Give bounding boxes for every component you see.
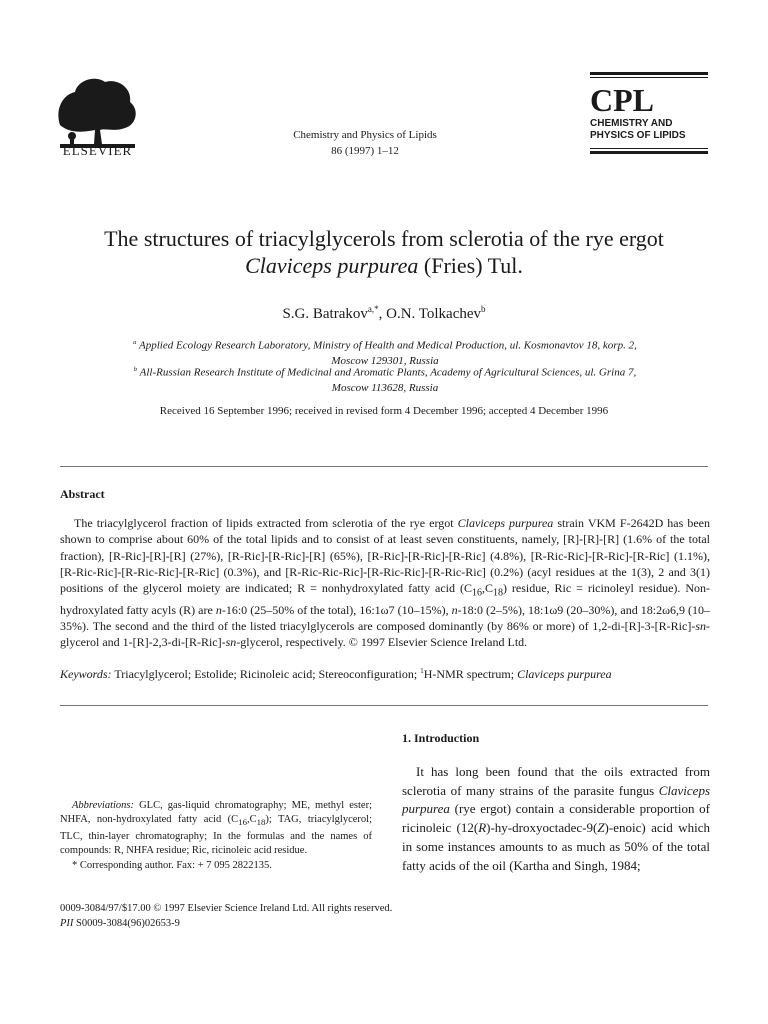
divider-top bbox=[60, 466, 708, 467]
title-line2 bbox=[40, 252, 728, 279]
journal-issue: 86 (1997) 1–12 bbox=[331, 145, 399, 157]
affiliation-b-line2: Moscow 113628, Russia bbox=[331, 381, 439, 394]
affiliation-a-sup: a bbox=[133, 339, 137, 346]
publisher-name: ELSEVIER bbox=[62, 143, 133, 158]
abstract-text bbox=[60, 515, 710, 651]
author-1: S.G. Batrakov bbox=[282, 306, 368, 322]
subscript: 18 bbox=[492, 587, 503, 599]
intro-part: It has long been found that the oils extracted from sclerotia of many strains of the parasite fungus bbox=[402, 764, 710, 798]
affiliation-b-line1 bbox=[70, 362, 700, 381]
abbrev-part: ,C bbox=[246, 814, 257, 826]
cpl-rule-top-thin bbox=[590, 77, 708, 78]
italic-sn: sn bbox=[225, 635, 237, 650]
cpl-rule-bottom-thin bbox=[590, 148, 708, 149]
title-line1: The structures of triacylglycerols from sclerotia of the rye ergot bbox=[104, 226, 664, 251]
keywords-label: Keywords: bbox=[60, 667, 112, 681]
title-species: Claviceps purpurea bbox=[245, 253, 419, 278]
abstract-species: Claviceps purpurea bbox=[457, 516, 554, 530]
abbrev-part: GLC, gas-liquid chromatography; ME, methyl ester; NHFA, non-hydroxylated fatty acid (C bbox=[60, 800, 372, 826]
abbreviations-label: Abbreviations: bbox=[72, 800, 135, 811]
keywords-text: H-NMR spectrum; bbox=[423, 667, 518, 681]
pii-line bbox=[60, 917, 392, 932]
italic-n: n bbox=[215, 602, 222, 617]
abstract-heading: Abstract bbox=[60, 487, 105, 501]
author-1-sup: a,* bbox=[367, 304, 379, 314]
affiliation-b-sup: b bbox=[133, 366, 138, 373]
affiliation-a-line2: Moscow 129301, Russia bbox=[331, 354, 439, 367]
divider-bottom bbox=[60, 705, 708, 706]
cpl-journal-logo bbox=[590, 72, 708, 154]
abstract-part: -16:0 (25–50% of the total), 16:1ω7 (10–15%), bbox=[221, 602, 452, 617]
keywords-text: Triacylglycerol; Estolide; Ricinoleic acid; Stereoconfiguration; bbox=[111, 667, 421, 681]
intro-part: )-hy-droxyoctadec-9( bbox=[486, 820, 598, 836]
page-footer bbox=[60, 902, 392, 931]
abbreviations-note bbox=[60, 799, 372, 859]
intro-species: Claviceps purpurea bbox=[402, 782, 710, 817]
italic-sn: sn bbox=[695, 619, 706, 634]
author-2: O.N. Tolkachev bbox=[386, 306, 482, 322]
cpl-line2: PHYSICS OF LIPIDS bbox=[590, 130, 686, 141]
cpl-abbrev: CPL bbox=[590, 82, 654, 118]
keywords-species: Claviceps purpurea bbox=[517, 667, 612, 681]
italic-r: R bbox=[478, 820, 487, 836]
received-dates: Received 16 September 1996; received in revised form 4 December 1996; accepted 4 December 1996 bbox=[159, 405, 609, 417]
introduction-heading: 1. Introduction bbox=[402, 731, 480, 745]
affiliation-a-line1 bbox=[70, 335, 700, 354]
intro-part: )-enoic) acid which in some instances amounts to as much as 50% of the total fatty acids of the oil (Kartha and Singh, 1984; bbox=[402, 820, 710, 873]
affiliation-b-text: All-Russian Research Institute of Medicinal and Aromatic Plants, Academy of Agricultural Sciences, ul. Grina 7, bbox=[139, 366, 637, 379]
corresponding-author-note: * Corresponding author. Fax: + 7 095 2822135. bbox=[72, 859, 272, 871]
article-title bbox=[40, 225, 728, 279]
journal-citation bbox=[230, 127, 500, 159]
italic-z: Z bbox=[597, 820, 605, 836]
author-2-sup: b bbox=[481, 304, 486, 314]
abstract-part: -glycerol, respectively. © 1997 Elsevier Science Ireland Ltd. bbox=[236, 635, 528, 650]
abstract-part: -18:0 (2–5%), 18:1ω9 (20–30%), and 18:2ω6,9 (10–35%). The second and the third of the listed triacylglycerols are composed dominantly (by 86% or more) of 1,2-di-[R]-3-[R-Ric]- bbox=[60, 602, 711, 634]
affiliation-a-text: Applied Ecology Research Laboratory, Ministry of Health and Medical Production, ul. Kosmonavtov 18, korp. 2, bbox=[139, 339, 637, 352]
abstract-part: ) residue, Ric = ricinoleyl residue). Non-hydroxylated fatty acyls (R) are bbox=[60, 581, 711, 617]
journal-name: Chemistry and Physics of Lipids bbox=[293, 129, 437, 141]
author-separator: , bbox=[378, 306, 387, 322]
intro-part: (rye ergot) contain a considerable proportion of ricinoleic (12( bbox=[402, 801, 710, 836]
cpl-rule-top bbox=[590, 72, 708, 75]
abstract-part: -glycerol and 1-[R]-2,3-di-[R-Ric]- bbox=[60, 619, 710, 650]
italic-n: n bbox=[451, 602, 458, 617]
title-authority: (Fries) Tul. bbox=[418, 253, 523, 278]
cpl-line1: CHEMISTRY AND bbox=[590, 118, 673, 129]
pii-value: S0009-3084(96)02653-9 bbox=[73, 917, 180, 929]
abstract-part: The triacylglycerol fraction of lipids extracted from sclerotia of the rye ergot bbox=[74, 516, 458, 530]
affiliation-b bbox=[70, 362, 700, 396]
cpl-rule-bottom bbox=[590, 151, 708, 154]
keywords bbox=[60, 667, 710, 682]
abbrev-part: ); TAG, triacylglycerol; TLC, thin-layer chromatography; In the formulas and the names of compounds: R, NHFA residue; Ric, ricinoleic acid residue. bbox=[60, 814, 372, 857]
pii-label: PII bbox=[60, 917, 74, 929]
subscript: 18 bbox=[256, 817, 266, 828]
copyright-line: 0009-3084/97/$17.00 © 1997 Elsevier Science Ireland Ltd. All rights reserved. bbox=[60, 903, 393, 914]
abstract-part: strain VKM F-2642D has been shown to comprise about 60% of the total lipids and to consist of at least seven constituents, namely, [R]-[R]-[R] (1.6% of the total fraction), [R-Ric]-[R]-[R] (27%), [R-Ric]-[R-Ric]-[R] (65%), [R-Ric]-[R-Ric]-[R-Ric] (4.8%), [R-Ric-Ric]-[R-Ric]-[R-Ric] (1.1%), [R-Ric-Ric]-[R-Ric-Ric]-[R-Ric] (0.3%), and [R-Ric-Ric-Ric]-[R-Ric-Ric]-[R-Ric-Ric] (0.2%) (acyl residues at the 1(3), 2 and 3(1) positions of the glycerol moiety are indicated; R = nonhydroxylated fatty acid (C bbox=[60, 516, 711, 596]
footnotes bbox=[60, 799, 372, 873]
subscript: 16 bbox=[471, 587, 482, 599]
introduction-text bbox=[402, 763, 710, 875]
superscript: 1 bbox=[420, 667, 424, 675]
author-list bbox=[40, 304, 728, 323]
abstract-part: ,C bbox=[481, 581, 493, 596]
subscript: 16 bbox=[238, 817, 247, 828]
